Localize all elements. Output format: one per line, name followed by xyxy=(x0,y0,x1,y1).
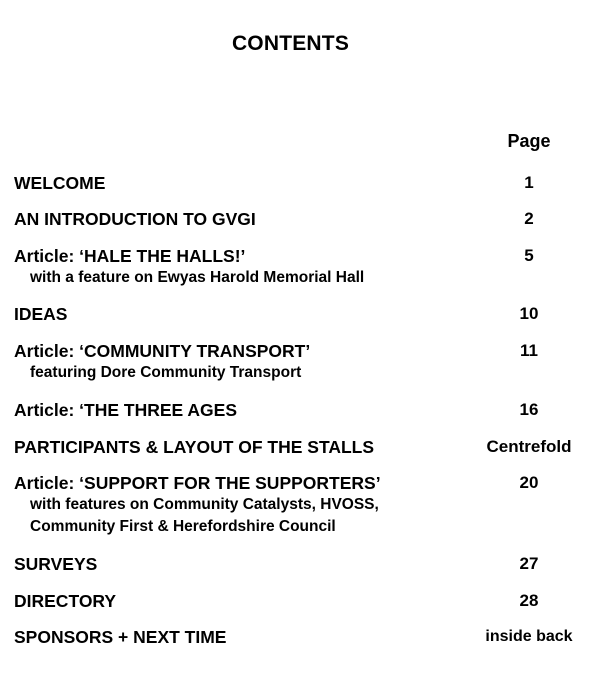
toc-entry-subtitle: with a feature on Ewyas Harold Memorial Hall xyxy=(30,269,365,286)
toc-entry-heading: SURVEYS xyxy=(14,554,98,574)
toc-entry-page: 28 xyxy=(519,591,539,610)
toc-entry-page: 27 xyxy=(519,554,539,573)
toc-entry-directory xyxy=(14,590,586,612)
toc-entry-subtitle: with features on Community Catalysts, HVOSS, xyxy=(30,496,379,513)
page-title: CONTENTS xyxy=(231,32,350,55)
toc-entry-page: 16 xyxy=(519,400,539,419)
toc-entry-heading: Article: ‘SUPPORT FOR THE SUPPORTERS’ xyxy=(14,473,381,493)
toc-entry-heading: AN INTRODUCTION TO GVGI xyxy=(14,209,256,229)
toc-entry-page: 2 xyxy=(524,209,534,228)
toc-entry-heading: Article: ‘COMMUNITY TRANSPORT’ xyxy=(14,341,311,361)
toc-entry-page: 10 xyxy=(519,304,539,323)
toc-entry-welcome xyxy=(14,172,586,194)
toc-entry-page: inside back xyxy=(485,628,573,645)
toc-entry-heading: SPONSORS + NEXT TIME xyxy=(14,627,227,647)
toc-entry-heading: PARTICIPANTS & LAYOUT OF THE STALLS xyxy=(14,437,375,457)
toc-entry-participants xyxy=(14,436,586,458)
toc-entry-introduction xyxy=(14,208,586,230)
toc-entry-heading: Article: ‘HALE THE HALLS!’ xyxy=(14,246,246,266)
toc-entry-page: 5 xyxy=(524,246,534,265)
toc-entry-surveys xyxy=(14,553,586,575)
toc-entry-subtitle: Community First & Herefordshire Council xyxy=(30,518,336,535)
toc-entry-community-transport xyxy=(14,340,586,384)
toc-entry-three-ages xyxy=(14,399,586,421)
toc-entry-page: 20 xyxy=(519,473,539,492)
toc-entry-heading: WELCOME xyxy=(14,173,106,193)
toc-entry-support-for-supporters xyxy=(14,472,586,538)
toc-entry-heading: DIRECTORY xyxy=(14,591,117,611)
toc-entry-subtitle: featuring Dore Community Transport xyxy=(30,364,302,381)
toc-entry-page: 11 xyxy=(520,341,538,360)
page-column-heading: Page xyxy=(507,131,551,151)
toc-entry-heading: IDEAS xyxy=(14,304,68,324)
toc-entry-heading: Article: ‘THE THREE AGES xyxy=(14,400,237,420)
toc-entry-hale-the-halls xyxy=(14,245,586,289)
toc-entry-ideas xyxy=(14,303,586,325)
toc-entry-page: Centrefold xyxy=(486,437,572,456)
toc-entry-sponsors xyxy=(14,626,586,648)
toc-entry-page: 1 xyxy=(524,173,534,192)
